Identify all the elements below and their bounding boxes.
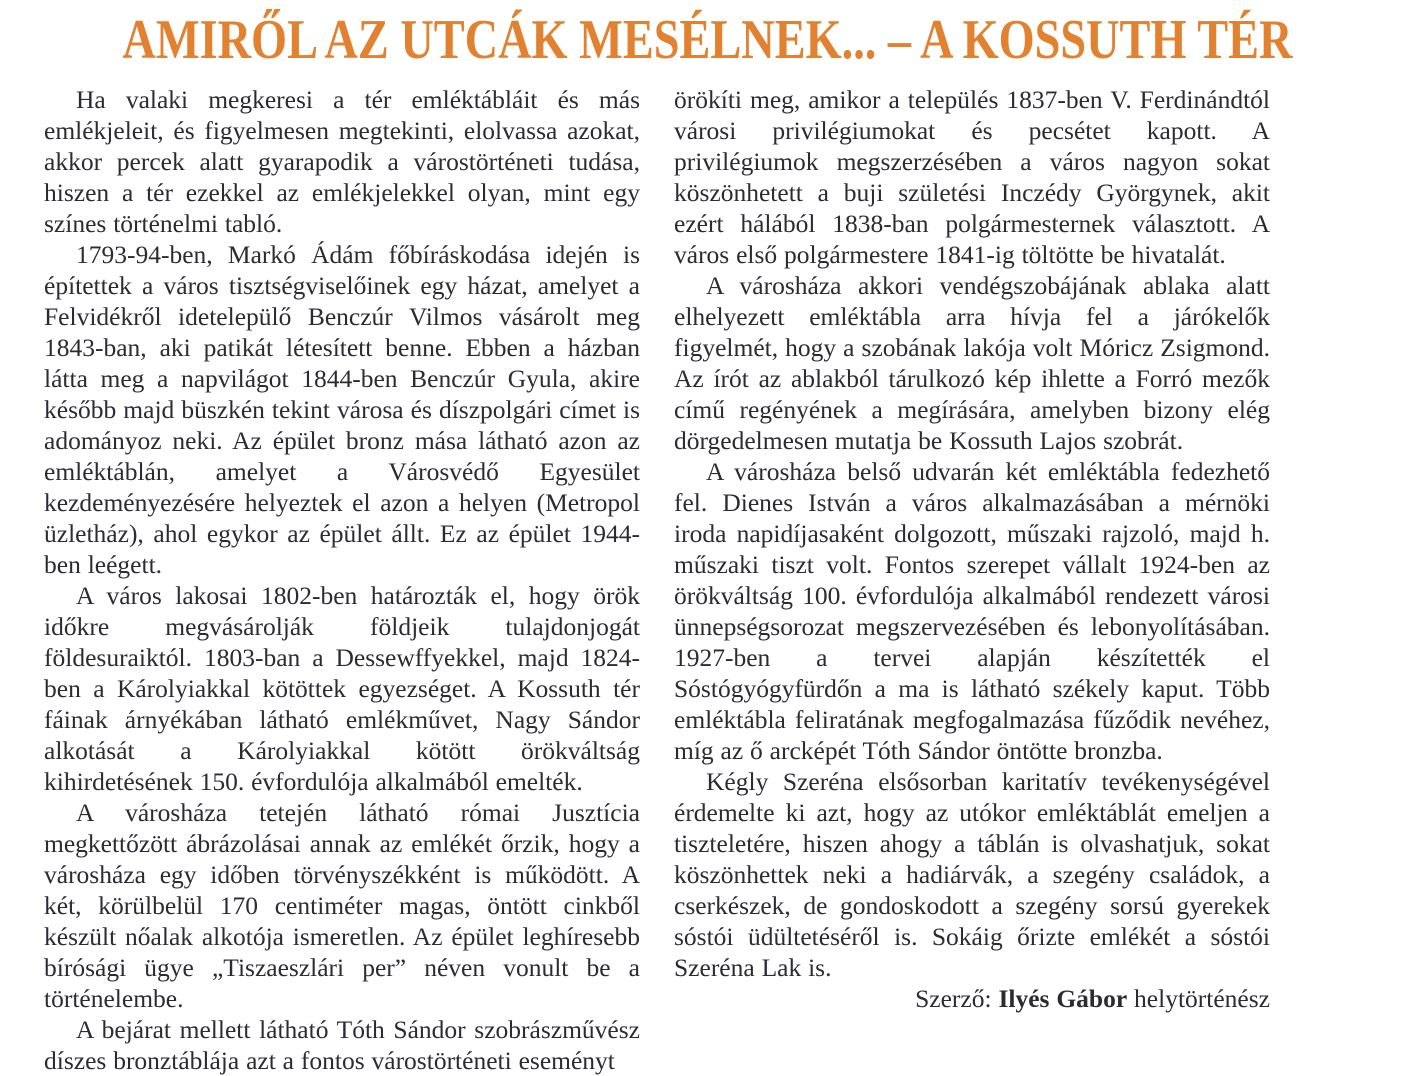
paragraph: A város lakosai 1802-ben határozták el, hogy örök időkre megvásárolják földjeik tulajdonjogát földesuraiktól. 1803-ban a Dessewffyekkel, majd 1824-ben a Károlyiakkal kötöttek egyezséget. A Kossuth tér fáinak árnyékában látható emlékművet, Nagy Sándor alkotását a Károlyiakkal kötött örökváltság kihirdetésének 150. évfordulója alkalmából emelték. bbox=[44, 581, 640, 796]
paragraph: A bejárat mellett látható Tóth Sándor szobrászművész díszes bronztáblája azt a fontos várostörténeti eseményt bbox=[44, 1015, 640, 1075]
article-title: AMIRŐL AZ UTCÁK MESÉLNEK... – A KOSSUTH TÉR bbox=[122, 9, 1293, 71]
paragraph: A városháza akkori vendégszobájának ablaka alatt elhelyezett emléktábla arra hívja fel a járókelők figyelmét, hogy a szobának lakója volt Móricz Zsigmond. Az írót az ablakból tárulkozó kép ihlette a Forró mezők című regényének a megírására, amelyben bizony elég dörgedelmesen mutatja be Kossuth Lajos szobrát. bbox=[674, 271, 1270, 455]
article-columns bbox=[0, 80, 1280, 1076]
paragraph: 1793-94-ben, Markó Ádám főbíráskodása idején is építettek a város tisztségviselőinek egy házat, amelyet a Felvidékről idetelepülő Benczúr Vilmos vásárolt meg 1843-ban, aki patikát létesített benne. Ebben a házban látta meg a napvilágot 1844-ben Benczúr Gyula, akire később majd büszkén tekint városa és díszpolgári címet is adományoz neki. Az épület bronz mása látható azon az emléktáblán, amelyet a Városvédő Egyesület kezdeményezésére helyeztek el azon a helyen (Metropol üzletház), ahol egykor az épület állt. Ez az épület 1944-ben leégett. bbox=[44, 240, 640, 579]
paragraph: A városháza tetején látható római Jusztícia megkettőzött ábrázolásai annak az emlékét őrzik, hogy a városháza egy időben törvényszékként is működött. A két, körülbelül 170 centiméter magas, öntött cinkből készült nőalak alkotója ismeretlen. Az épület leghíresebb bírósági ügye „Tiszaeszlári per” néven vonult be a történelembe. bbox=[44, 798, 640, 1013]
byline bbox=[674, 983, 1270, 1014]
paragraph: Kégly Szeréna elsősorban karitatív tevékenységével érdemelte ki azt, hogy az utókor emléktáblát emeljen a tiszteletére, hiszen ahogy a táblán is olvashatjuk, sokat köszönhettek neki a hadiárvák, a szegény családok, a cserkészek, de gondoskodott a szegény sorsú gyerekek sóstói üdültetéséről is. Sokáig őrizte emlékét a sóstói Szeréna Lak is. bbox=[674, 767, 1270, 982]
column-right bbox=[674, 84, 1270, 1076]
column-left bbox=[44, 84, 640, 1076]
paragraph: Ha valaki megkeresi a tér emléktábláit és más emlékjeleit, és figyelmesen megtekinti, elolvassa azokat, akkor percek alatt gyarapodik a várostörténeti tudása, hiszen a tér ezekkel az emlékjelekkel olyan, mint egy színes történelmi tabló. bbox=[44, 85, 640, 238]
paragraph: A városháza belső udvarán két emléktábla fedezhető fel. Dienes István a város alkalmazásában a mérnöki iroda napidíjasaként dolgozott, műszaki rajzoló, majd h. műszaki tiszt volt. Fontos szerepet vállalt 1924-ben az örökváltság 100. évfordulója alkalmából rendezett városi ünnepségsorozat megszervezésében és lebonyolításában. 1927-ben a tervei alapján készítették el Sóstógyógyfürdőn a ma is látható székely kaput. Több emléktábla feliratának megfogalmazása fűződik nevéhez, míg az ő arcképét Tóth Sándor öntötte bronzba. bbox=[674, 457, 1270, 765]
byline-suffix: helytörténész bbox=[1127, 984, 1270, 1013]
byline-prefix: Szerző: bbox=[915, 984, 999, 1013]
byline-author: Ilyés Gábor bbox=[998, 984, 1128, 1013]
article-headline bbox=[0, 0, 1293, 80]
paragraph: örökíti meg, amikor a település 1837-ben V. Ferdinándtól városi privilégiumokat és pecsétet kapott. A privilégiumok megszerzésében a város nagyon sokat köszönhetett a buji születési Inczédy Györgynek, akit ezért hálából 1838-ban polgármesternek választott. A város első polgármestere 1841-ig töltötte be hivatalát. bbox=[674, 85, 1270, 269]
